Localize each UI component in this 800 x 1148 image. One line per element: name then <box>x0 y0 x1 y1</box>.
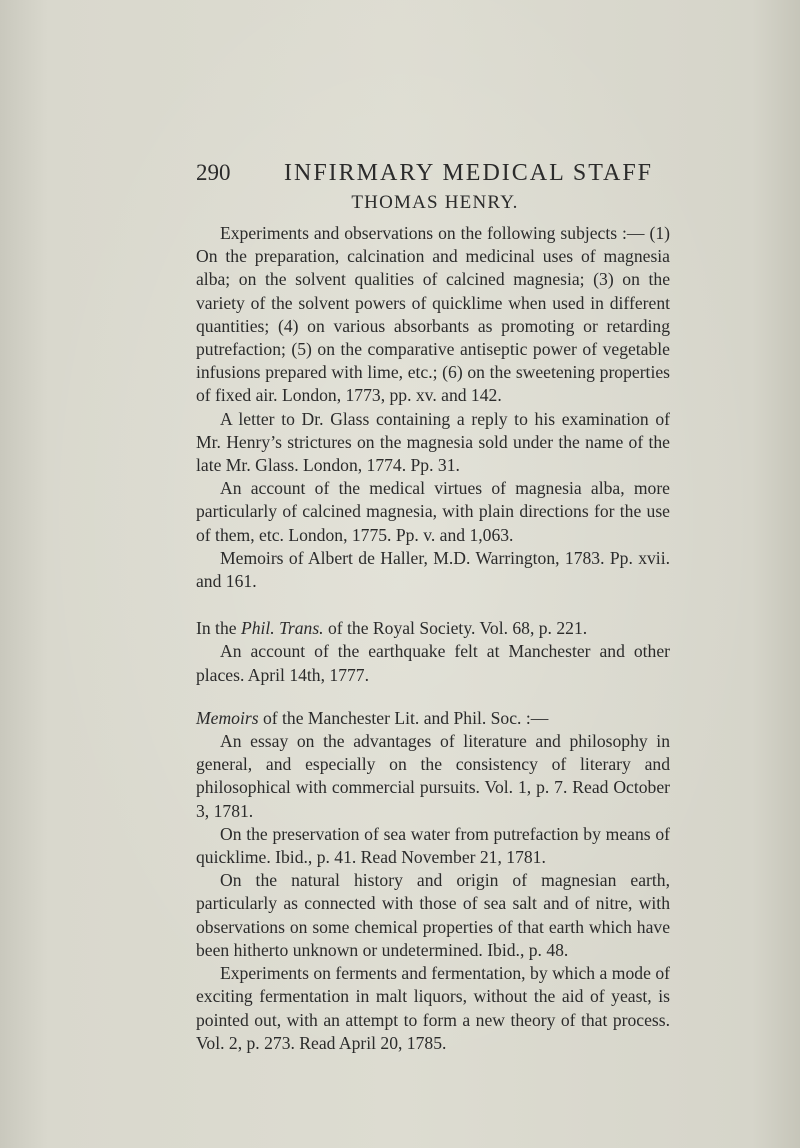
entry-sea-water: On the preservation of sea water from putrefaction by means of quicklime. Ibid., p. 41. Read November 21, 1781. <box>196 823 670 868</box>
phil-trans-heading: In the Phil. Trans. of the Royal Society. Vol. 68, p. 221. <box>196 618 588 639</box>
memoirs-heading: Memoirs of the Manchester Lit. and Phil. Soc. :— <box>196 707 549 728</box>
running-header <box>196 160 656 187</box>
entry-experiments: Experiments and observations on the following subjects :— (1) On the preparation, calcination and medicinal uses of magnesia alba; on the solvent qualities of calcined magnesia; (3) on the variety of the solvent powers of quicklime when used in different quantities; (4) on various absorbants as promoting or retarding putrefaction; (5) on the comparative antiseptic power of vegetable infusions prepared with lime, etc.; (6) on the sweetening properties of fixed air. London, 1773, pp. xv. and 142. <box>196 223 670 406</box>
bibliography-body <box>196 222 670 1055</box>
entry-letter: A letter to Dr. Glass containing a reply to his examination of Mr. Henry’s strictures on the magnesia sold under the name of the late Mr. Glass. London, 1774. Pp. 31. <box>196 408 670 476</box>
phil-trans-title: Phil. Trans. <box>240 618 324 639</box>
entry-essay: An essay on the advantages of literature and philosophy in general, and especially on the consistency of literary and philosophical with commercial pursuits. Vol. 1, p. 7. Read October 3, 1781. <box>196 731 670 821</box>
page-number: 290 <box>196 160 231 185</box>
entry-ferments: Experiments on ferments and fermentation, by which a mode of exciting fermentation in malt liquors, without the aid of yeast, is pointed out, with an attempt to form a new theory of that process. Vol. 2, p. 273. Read April 20, 1785. <box>196 963 670 1053</box>
section-title: THOMAS HENRY. <box>351 192 519 213</box>
entry-earthquake: An account of the earthquake felt at Manchester and other places. April 14th, 1777. <box>196 641 670 685</box>
entry-memoirs-haller: Memoirs of Albert de Haller, M.D. Warrington, 1783. Pp. xvii. and 161. <box>196 547 670 592</box>
entry-magnesian-earth: On the natural history and origin of magnesian earth, particularly as connected with those of sea salt and of nitre, with observations on some chemical properties of that earth which have been hitherto unknown or undetermined. Ibid., p. 48. <box>196 870 670 960</box>
entry-account: An account of the medical virtues of magnesia alba, more particularly of calcined magnesia, with plain directions for the use of them, etc. London, 1775. Pp. v. and 1,063. <box>196 478 670 545</box>
memoirs-title: Memoirs <box>196 707 259 728</box>
running-title: INFIRMARY MEDICAL STAFF <box>284 160 654 186</box>
